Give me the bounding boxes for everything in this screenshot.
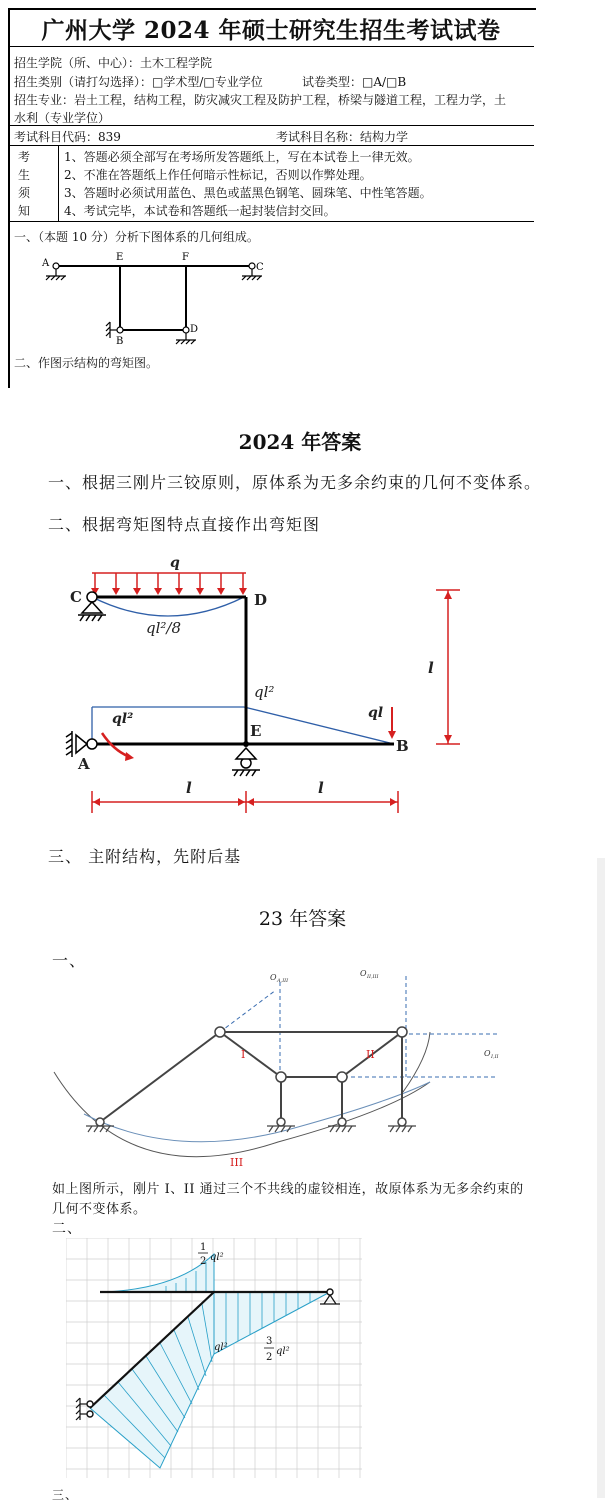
divider [10, 46, 534, 47]
label-half-den: 2 [200, 1256, 207, 1267]
label-o-a-iii: O [270, 973, 277, 982]
label-q: q [170, 555, 180, 571]
label-b: B [396, 737, 409, 755]
label-c: C [256, 262, 264, 273]
exam-major-cont: 水利（专业学位） [14, 111, 111, 125]
notice-side-2: 生 [18, 168, 31, 182]
label-o-i-ii-sub: I,II [491, 1054, 499, 1060]
answer-2023-part2-label: 二、 [52, 1221, 82, 1237]
q1-structure-diagram [0, 244, 300, 352]
scrollbar[interactable] [597, 858, 605, 1498]
exam-major: 招生专业：岩土工程，结构工程，防灾减灾工程及防护工程，桥梁与隧道工程，工程力学，土 [14, 93, 507, 107]
answer-2024-title: 2024 年答案 [238, 430, 362, 454]
label-d: D [190, 324, 199, 335]
label-a: A [42, 258, 50, 269]
answer-2023-explain-2: 几何不变体系。 [52, 1202, 147, 1217]
divider [10, 145, 534, 146]
question-1: 一、（本题 10 分）分析下图体系的几何组成。 [14, 230, 259, 244]
label-three-ql2: ql² [276, 1346, 290, 1357]
notice-side-4: 知 [18, 204, 31, 218]
exam-title: 广州大学 2024 年硕士研究生招生考试试卷 [41, 17, 501, 44]
label-l-right: l [318, 779, 324, 797]
notice-divider [58, 145, 59, 221]
label-o-ii-iii: O [360, 969, 367, 978]
geometric-analysis-diagram [48, 962, 508, 1172]
answer-2024-part3: 三、 主附结构，先附后基 [48, 847, 242, 866]
notice-side-1: 考 [18, 150, 31, 164]
notice-side-3: 须 [18, 186, 31, 200]
label-b: B [116, 336, 124, 347]
answer-2023-part1-label: 一、 [52, 951, 87, 970]
divider [10, 221, 534, 222]
label-ql2-top: ql² [254, 683, 275, 701]
label-o-i-ii: O [484, 1049, 491, 1058]
question-2: 二、作图示结构的弯矩图。 [14, 356, 159, 370]
label-c: C [70, 588, 82, 606]
label-o-a-iii-sub: A,III [277, 978, 289, 984]
notice-2: 2、不准在答题纸上作任何暗示性标记，否则以作弊处理。 [64, 168, 372, 182]
label-ql: ql [368, 705, 384, 721]
label-d: D [254, 591, 268, 609]
label-e: E [250, 722, 262, 740]
label-rigid-iii: III [230, 1156, 244, 1169]
moment-diagram-2023 [66, 1238, 366, 1480]
answer-2023-title: 23 年答案 [258, 908, 347, 930]
label-half-ql2: ql² [210, 1252, 224, 1263]
label-o-ii-iii-sub: II,III [367, 974, 379, 980]
answer-2023-part3-label: 三、 [52, 1488, 79, 1502]
label-f: F [182, 252, 189, 263]
label-rigid-i: I [241, 1048, 246, 1061]
moment-diagram-2024 [50, 545, 480, 820]
divider [10, 125, 534, 126]
answer-2024-part1: 一、根据三刚片三铰原则，原体系为无多余约束的几何不变体系。 [48, 473, 542, 492]
exam-code: 考试科目代码：839 [14, 130, 121, 144]
label-half-num: 1 [200, 1242, 207, 1253]
exam-school: 招生学院（所、中心）：土木工程学院 [14, 56, 213, 70]
notice-4: 4、考试完毕，本试卷和答题纸一起封装信封交回。 [64, 204, 336, 218]
label-ql2-8: ql²/8 [146, 619, 182, 637]
label-ql2: ql² [214, 1342, 228, 1353]
label-l-left: l [186, 779, 192, 797]
exam-category: 招生类别（请打勾选择）：□学术型/□专业学位 [14, 75, 263, 89]
label-e: E [116, 252, 124, 263]
label-three-den: 2 [266, 1352, 273, 1363]
label-rigid-ii: II [366, 1048, 375, 1061]
label-ql2-left: ql² [112, 711, 134, 727]
exam-subject: 考试科目名称：结构力学 [276, 130, 409, 144]
notice-1: 1、答题必须全部写在考场所发答题纸上，写在本试卷上一律无效。 [64, 150, 420, 164]
answer-2023-explain-1: 如上图所示，刚片 I、II 通过三个不共线的虚铰相连，故原体系为无多余约束的 [52, 1182, 524, 1197]
exam-paper-type: 试卷类型：□A/□B [302, 75, 407, 89]
label-l-vertical: l [428, 659, 434, 677]
label-a: A [78, 755, 90, 773]
label-three-num: 3 [266, 1336, 273, 1347]
answer-2024-part2: 二、根据弯矩图特点直接作出弯矩图 [48, 515, 321, 534]
notice-3: 3、答题时必须试用蓝色、黑色或蓝黑色钢笔、圆珠笔、中性笔答题。 [64, 186, 432, 200]
